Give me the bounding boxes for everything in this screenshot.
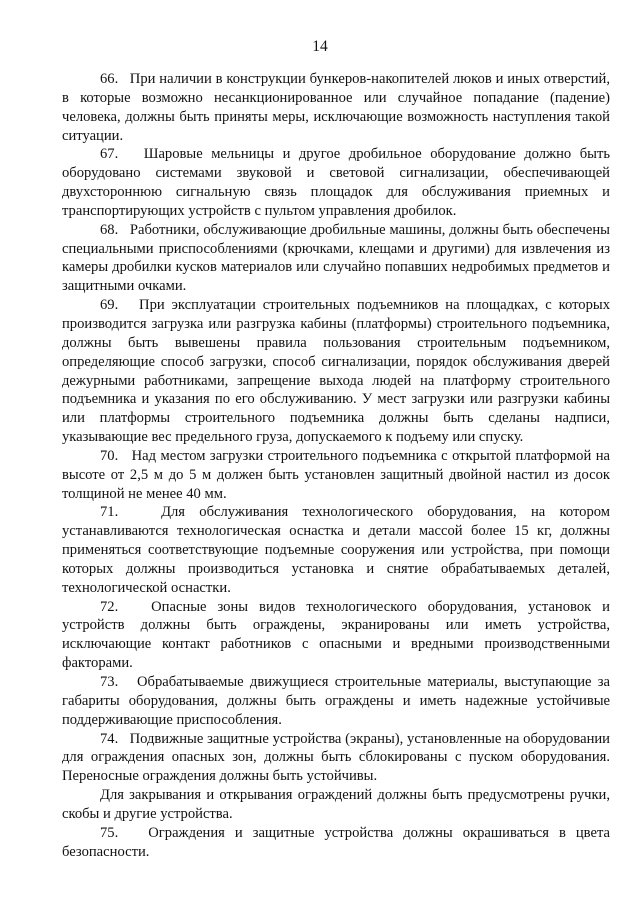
paragraph-71: 71. Для обслуживания технологического оборудования, на котором устанавливаются технологическая оснастка и детали массой более 15 кг, должны применяться соответствующие подъемные сооружения или устройства, при помощи которых должны производиться установка и снятие обрабатываемых деталей, технологической оснастки. xyxy=(62,504,610,596)
paragraph-72: 72. Опасные зоны видов технологического оборудования, установок и устройств должны быть ограждены, экранированы или иметь устройства, исключающие контакт работников с опасными и вредными производственными факторами. xyxy=(62,598,610,672)
paragraph-69: 69. При эксплуатации строительных подъемников на площадках, с которых производится загрузка или разгрузка кабины (платформы) строительного подъемника, должны быть вывешены правила пользования строительным подъемником, определяющие способ загрузки, способ сигнализации, порядок обслуживания дверей дежурными работниками, запрещение выхода людей на платформу строительного подъемника и указания по его обслуживанию. У мест загрузки или разгрузки кабины или платформы строительного подъемника должны быть сделаны надписи, указывающие вес предельного груза, допускаемого к подъему или спуску. xyxy=(62,297,610,446)
paragraph-74-continued: Для закрывания и открывания ограждений должны быть предусмотрены ручки, скобы и другие устройства. xyxy=(62,787,610,822)
paragraph-74: 74. Подвижные защитные устройства (экраны), установленные на оборудовании для ограждения опасных зон, должны быть сблокированы с пуском оборудования. Переносные ограждения должны быть устойчивы. xyxy=(62,730,610,785)
paragraph-68: 68. Работники, обслуживающие дробильные машины, должны быть обеспечены специальными приспособлениями (крючками, клещами и другими) для извлечения из камеры дробилки кусков материалов или случайно попавших недробимых предметов и защитными очками. xyxy=(62,221,610,295)
paragraph-75: 75. Ограждения и защитные устройства должны окрашиваться в цвета безопасности. xyxy=(62,824,610,860)
paragraph-70: 70. Над местом загрузки строительного подъемника с открытой платформой на высоте от 2,5 м до 5 м должен быть установлен защитный двойной настил из досок толщиной не менее 40 мм. xyxy=(62,447,610,502)
document-body xyxy=(62,70,610,861)
paragraph-73: 73. Обрабатываемые движущиеся строительные материалы, выступающие за габариты оборудования, должны быть ограждены и иметь надежные устойчивые поддерживающие приспособления. xyxy=(62,674,610,728)
paragraph-66: 66. При наличии в конструкции бункеров-накопителей люков и иных отверстий, в которые возможно несанкционированное или случайное попадание (падение) человека, должны быть приняты меры, исключающие возможность наступления такой ситуации. xyxy=(62,71,610,144)
page-number: 14 xyxy=(312,38,328,55)
paragraph-67: 67. Шаровые мельницы и другое дробильное оборудование должно быть оборудовано системами звуковой и световой сигнализации, обеспечивающей двухстороннюю сигнальную связь площадок для обслуживания приемных и транспортирующих устройств с пультом управления дробилок. xyxy=(62,146,610,219)
